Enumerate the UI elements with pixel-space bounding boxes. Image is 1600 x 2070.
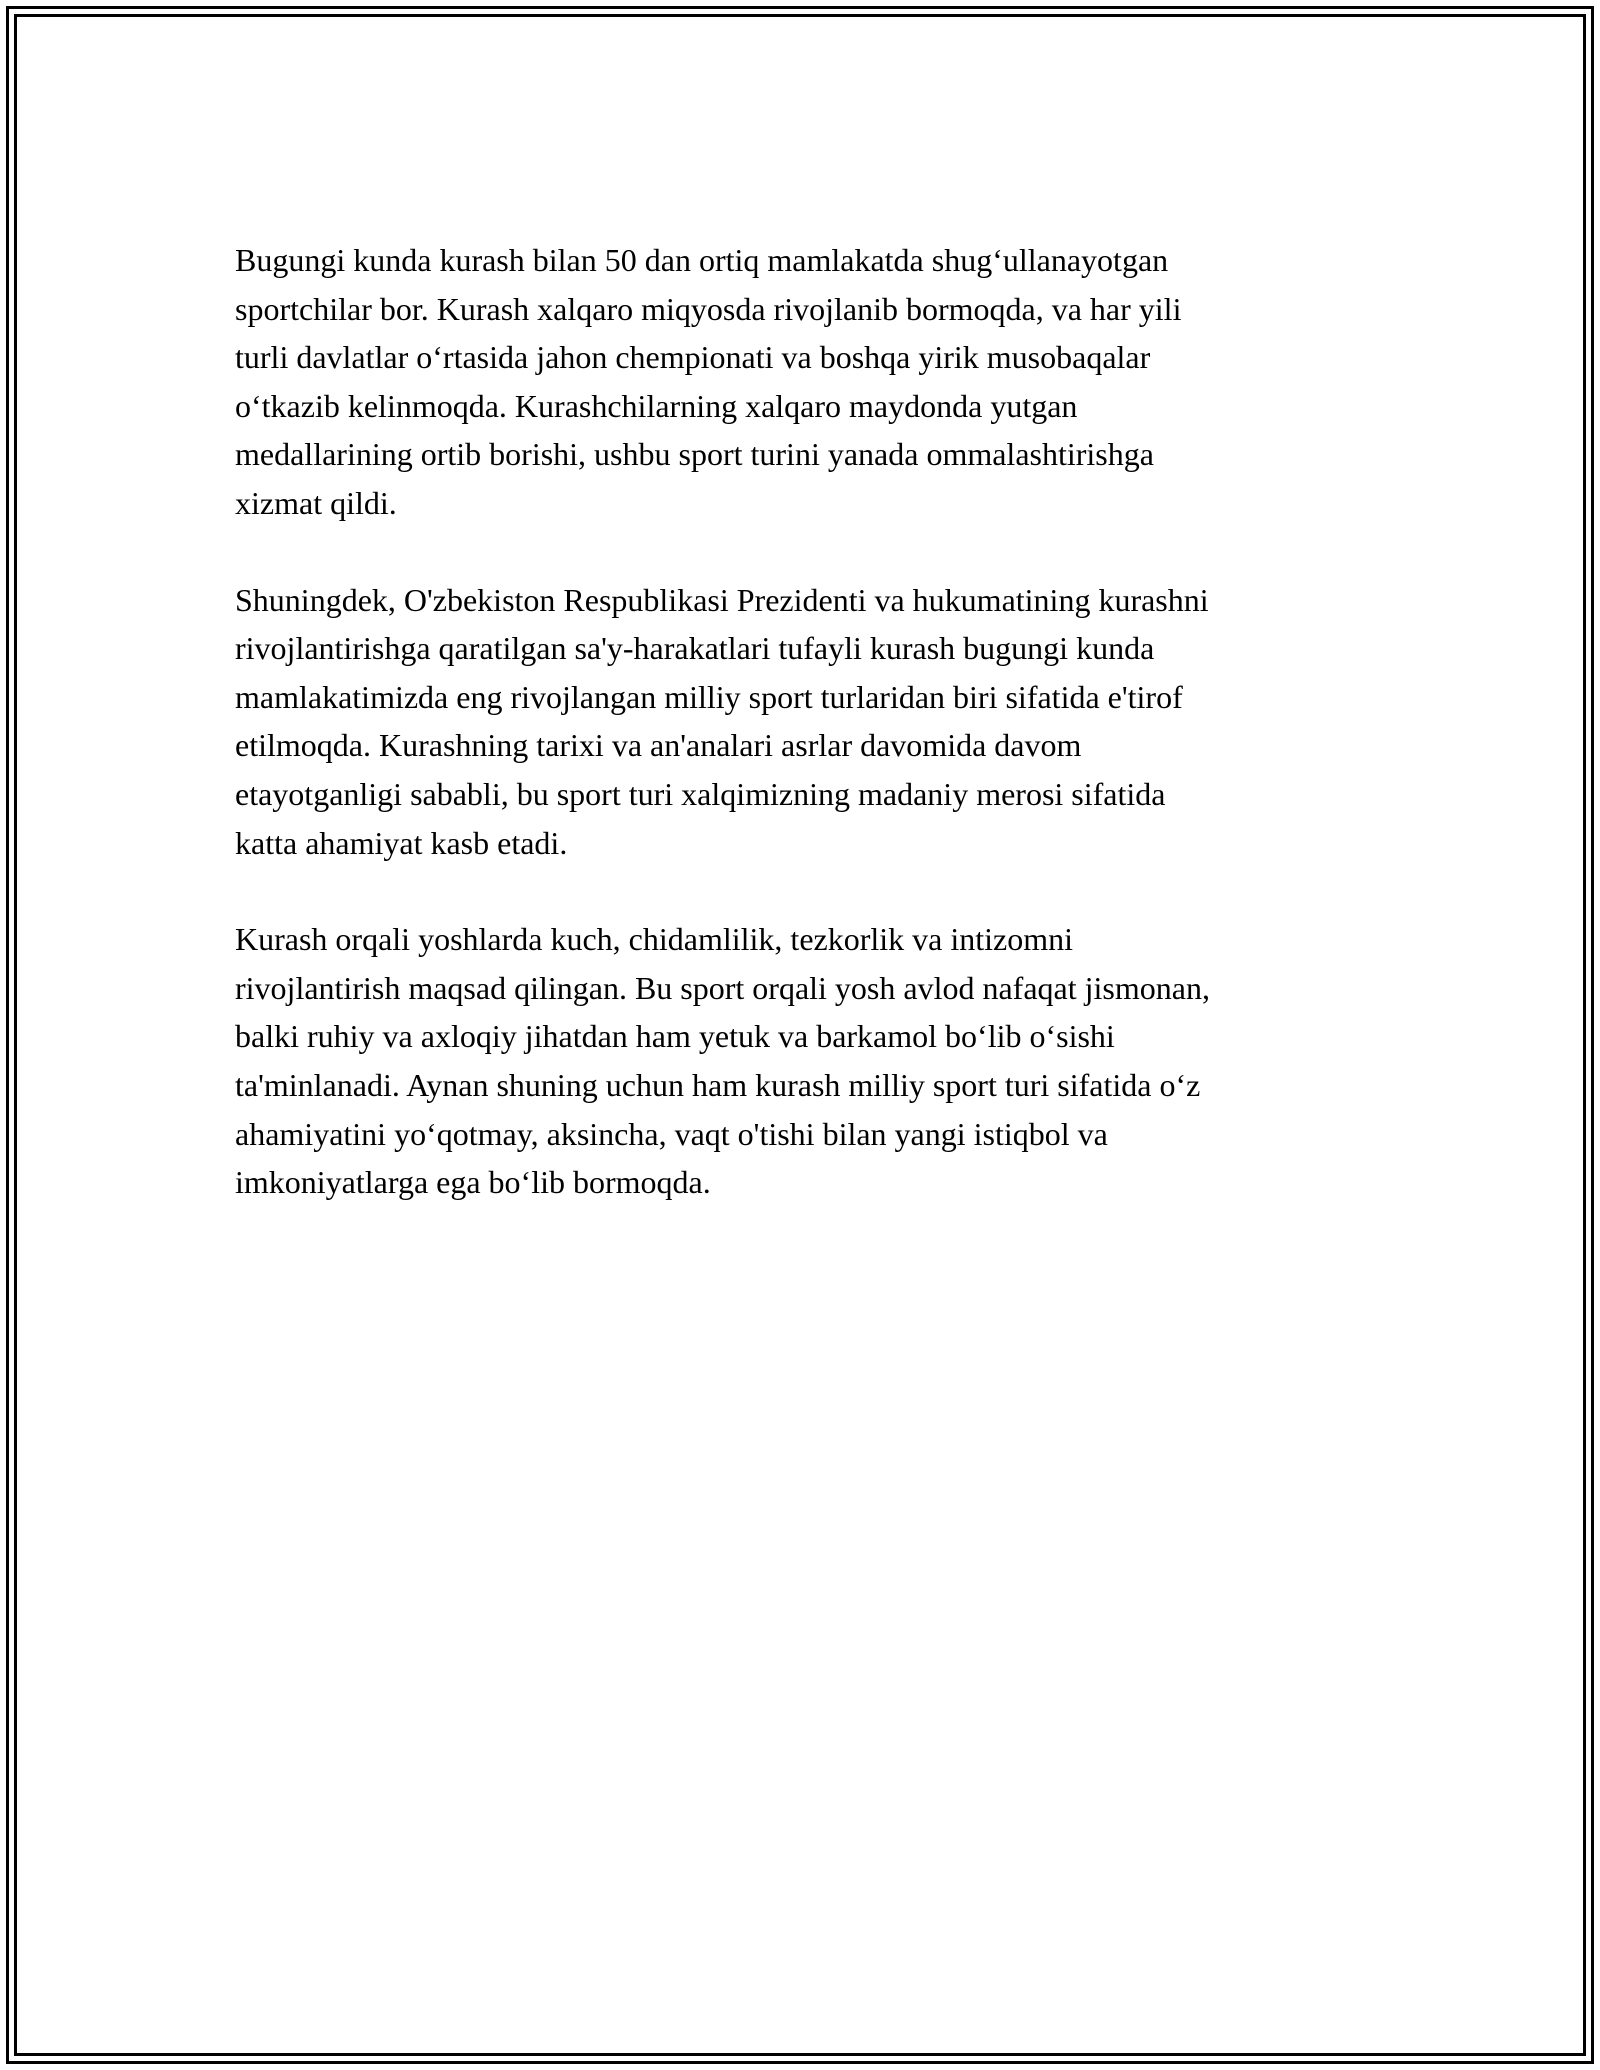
text-line: etayotganligi sababli, bu sport turi xalqimizning madaniy merosi sifatida <box>235 775 1166 812</box>
text-line: Kurash orqali yoshlarda kuch, chidamlilik, tezkorlik va intizomni <box>235 921 1074 958</box>
text-line: sportchilar bor. Kurash xalqaro miqyosda rivojlanib bormoqda, va har yili <box>235 290 1182 327</box>
text-line: Shuningdek, O'zbekiston Respublikasi Prezidenti va hukumatining kurashni <box>235 581 1209 618</box>
paragraph-3 <box>235 915 1365 1207</box>
text-line: Bugungi kunda kurash bilan 50 dan ortiq mamlakatda shug‘ullanayotgan <box>235 242 1169 278</box>
text-line: imkoniyatlarga ega bo‘lib bormoqda. <box>235 1164 711 1201</box>
text-line: mamlakatimizda eng rivojlangan milliy sport turlaridan biri sifatida e'tirof <box>235 678 1183 715</box>
text-line: ta'minlanadi. Aynan shuning uchun ham kurash milliy sport turi sifatida o‘z <box>235 1066 1201 1103</box>
text-line: turli davlatlar o‘rtasida jahon chempionati va boshqa yirik musobaqalar <box>235 339 1151 376</box>
text-line: katta ahamiyat kasb etadi. <box>235 824 568 861</box>
text-line: xizmat qildi. <box>235 484 397 521</box>
paragraph-1 <box>235 236 1365 528</box>
text-line: medallarining ortib borishi, ushbu sport turini yanada ommalashtirishga <box>235 436 1154 473</box>
document-body <box>235 236 1365 1255</box>
text-line: o‘tkazib kelinmoqda. Kurashchilarning xalqaro maydonda yutgan <box>235 387 1078 424</box>
text-line: balki ruhiy va axloqiy jihatdan ham yetuk va barkamol bo‘lib o‘sishi <box>235 1018 1115 1055</box>
text-line: etilmoqda. Kurashning tarixi va an'analari asrlar davomida davom <box>235 727 1082 764</box>
text-line: ahamiyatini yo‘qotmay, aksincha, vaqt o'tishi bilan yangi istiqbol va <box>235 1115 1108 1152</box>
paragraph-2 <box>235 576 1365 868</box>
text-line: rivojlantirish maqsad qilingan. Bu sport orqali yosh avlod nafaqat jismonan, <box>235 969 1210 1006</box>
text-line: rivojlantirishga qaratilgan sa'y-harakatlari tufayli kurash bugungi kunda <box>235 630 1155 667</box>
